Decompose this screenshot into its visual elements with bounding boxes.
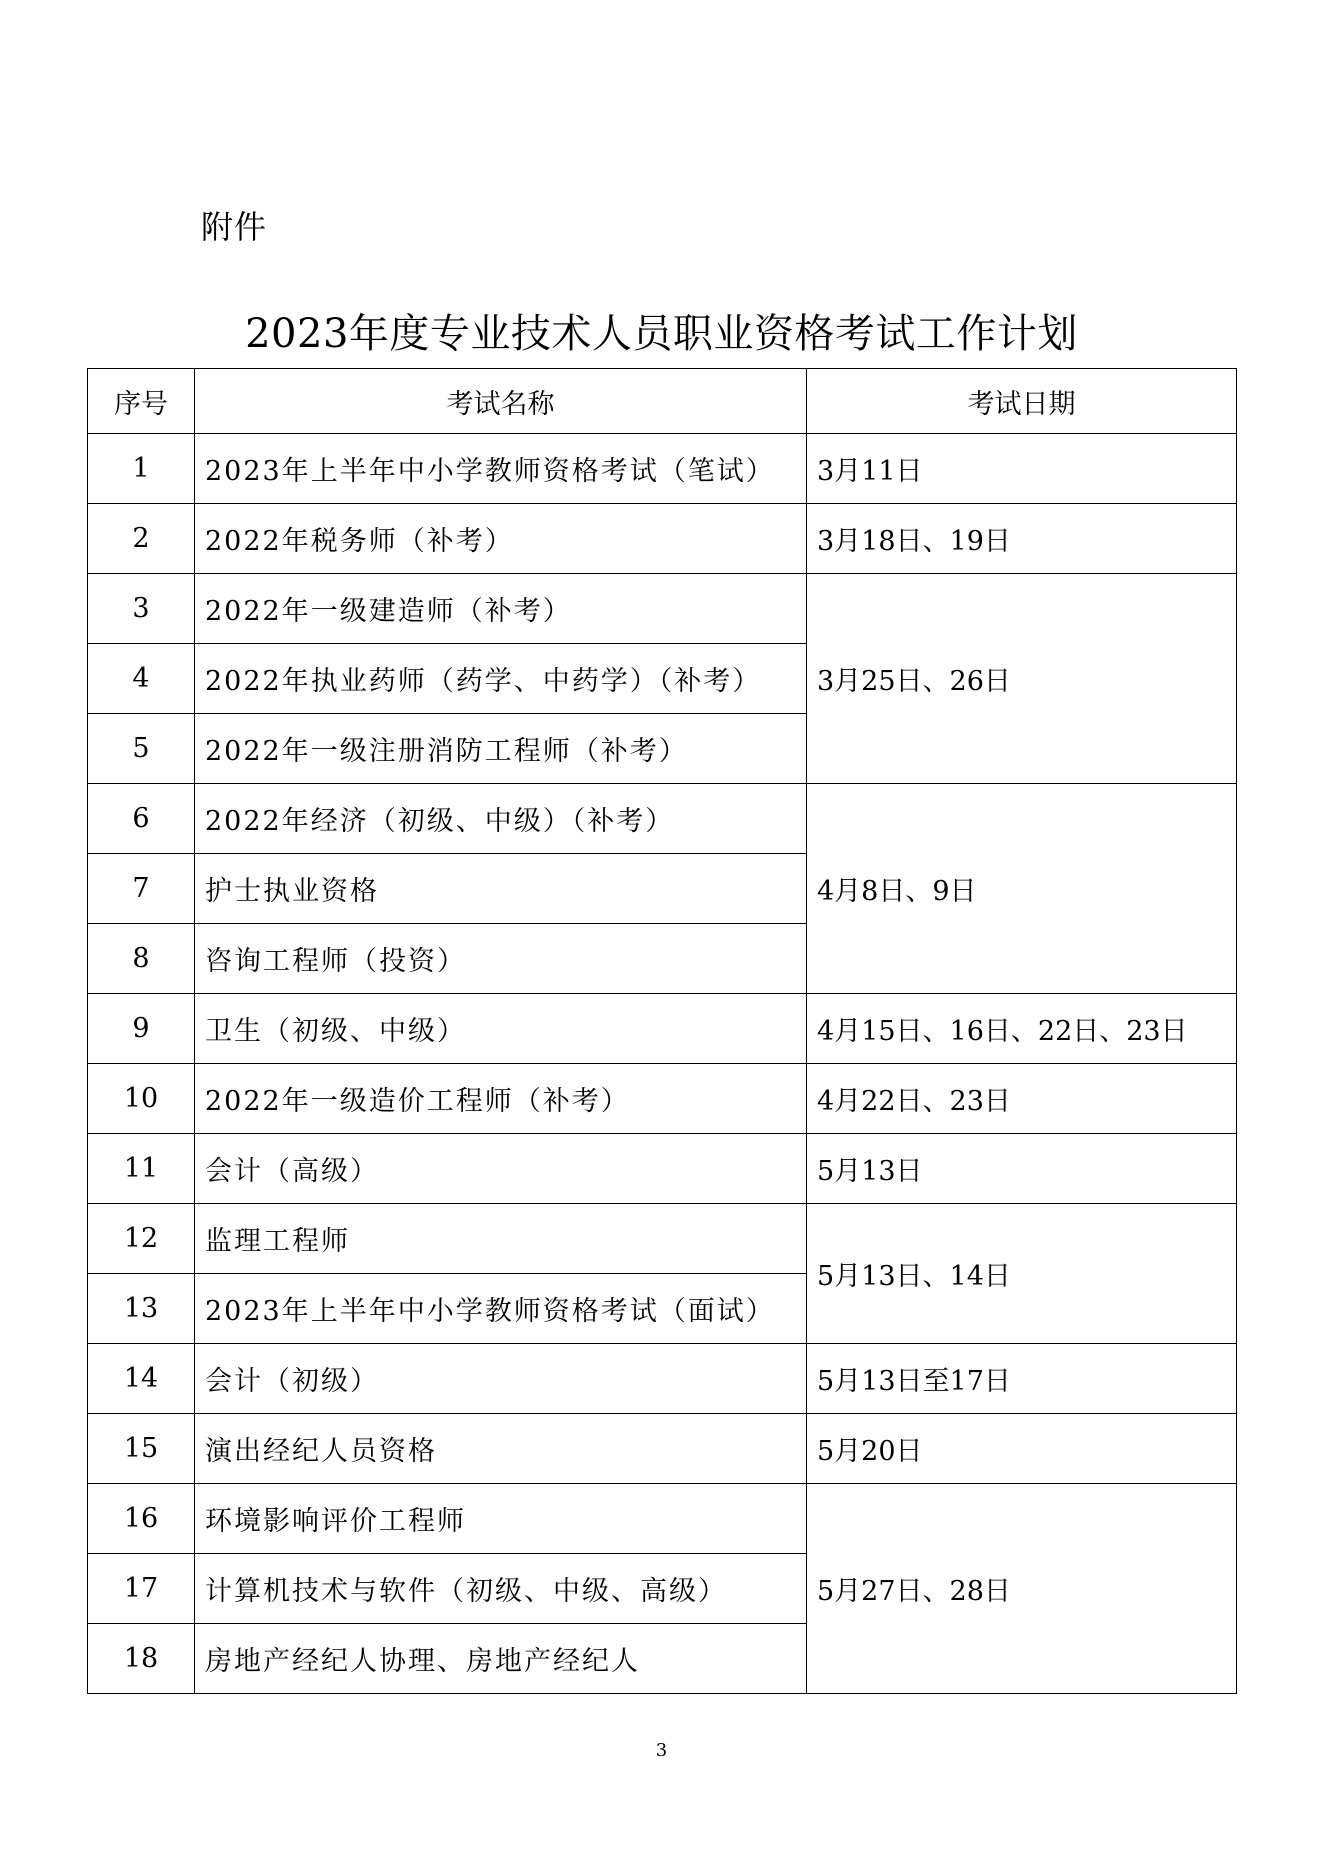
row-index: 10 bbox=[88, 1064, 195, 1134]
row-index: 12 bbox=[88, 1204, 195, 1274]
exam-date: 3月25日、26日 bbox=[807, 574, 1237, 784]
exam-date: 3月11日 bbox=[807, 434, 1237, 504]
row-index: 7 bbox=[88, 854, 195, 924]
page-number: 3 bbox=[655, 1740, 668, 1761]
exam-name: 会计（初级） bbox=[195, 1344, 807, 1414]
exam-name: 2022年经济（初级、中级）（补考） bbox=[195, 784, 807, 854]
exam-name: 演出经纪人员资格 bbox=[195, 1414, 807, 1484]
table-row bbox=[88, 784, 1237, 854]
table-row bbox=[88, 1064, 1237, 1134]
table-row bbox=[88, 1344, 1237, 1414]
exam-name: 2022年一级注册消防工程师（补考） bbox=[195, 714, 807, 784]
table-header-row bbox=[88, 369, 1237, 434]
attachment-label: 附件 bbox=[201, 208, 268, 246]
row-index: 13 bbox=[88, 1274, 195, 1344]
table-row bbox=[88, 1484, 1237, 1554]
header-index: 序号 bbox=[88, 369, 195, 434]
table-row bbox=[88, 994, 1237, 1064]
exam-name: 环境影响评价工程师 bbox=[195, 1484, 807, 1554]
exam-name: 卫生（初级、中级） bbox=[195, 994, 807, 1064]
row-index: 17 bbox=[88, 1554, 195, 1624]
row-index: 9 bbox=[88, 994, 195, 1064]
row-index: 3 bbox=[88, 574, 195, 644]
exam-name: 2022年执业药师（药学、中药学）（补考） bbox=[195, 644, 807, 714]
table-row bbox=[88, 1204, 1237, 1274]
row-index: 14 bbox=[88, 1344, 195, 1414]
exam-date: 5月13日、14日 bbox=[807, 1204, 1237, 1344]
exam-name: 咨询工程师（投资） bbox=[195, 924, 807, 994]
exam-name: 监理工程师 bbox=[195, 1204, 807, 1274]
exam-date: 3月18日、19日 bbox=[807, 504, 1237, 574]
header-exam-date: 考试日期 bbox=[807, 369, 1237, 434]
header-exam-name: 考试名称 bbox=[195, 369, 807, 434]
document-title: 2023年度专业技术人员职业资格考试工作计划 bbox=[245, 311, 1078, 357]
exam-date: 4月22日、23日 bbox=[807, 1064, 1237, 1134]
table-row bbox=[88, 504, 1237, 574]
row-index: 8 bbox=[88, 924, 195, 994]
exam-schedule-table bbox=[87, 368, 1237, 1694]
row-index: 15 bbox=[88, 1414, 195, 1484]
exam-name: 2023年上半年中小学教师资格考试（笔试） bbox=[195, 434, 807, 504]
exam-name: 2023年上半年中小学教师资格考试（面试） bbox=[195, 1274, 807, 1344]
row-index: 11 bbox=[88, 1134, 195, 1204]
exam-name: 房地产经纪人协理、房地产经纪人 bbox=[195, 1624, 807, 1694]
row-index: 1 bbox=[88, 434, 195, 504]
row-index: 2 bbox=[88, 504, 195, 574]
row-index: 16 bbox=[88, 1484, 195, 1554]
exam-date: 4月8日、9日 bbox=[807, 784, 1237, 994]
exam-date: 4月15日、16日、22日、23日 bbox=[807, 994, 1237, 1064]
row-index: 18 bbox=[88, 1624, 195, 1694]
exam-name: 计算机技术与软件（初级、中级、高级） bbox=[195, 1554, 807, 1624]
exam-date: 5月20日 bbox=[807, 1414, 1237, 1484]
row-index: 6 bbox=[88, 784, 195, 854]
exam-name: 2022年税务师（补考） bbox=[195, 504, 807, 574]
exam-name: 2022年一级建造师（补考） bbox=[195, 574, 807, 644]
table-row bbox=[88, 434, 1237, 504]
row-index: 5 bbox=[88, 714, 195, 784]
exam-name: 会计（高级） bbox=[195, 1134, 807, 1204]
exam-name: 2022年一级造价工程师（补考） bbox=[195, 1064, 807, 1134]
exam-date: 5月27日、28日 bbox=[807, 1484, 1237, 1694]
exam-date: 5月13日 bbox=[807, 1134, 1237, 1204]
exam-name: 护士执业资格 bbox=[195, 854, 807, 924]
exam-date: 5月13日至17日 bbox=[807, 1344, 1237, 1414]
row-index: 4 bbox=[88, 644, 195, 714]
table-row bbox=[88, 574, 1237, 644]
table-row bbox=[88, 1414, 1237, 1484]
table-row bbox=[88, 1134, 1237, 1204]
